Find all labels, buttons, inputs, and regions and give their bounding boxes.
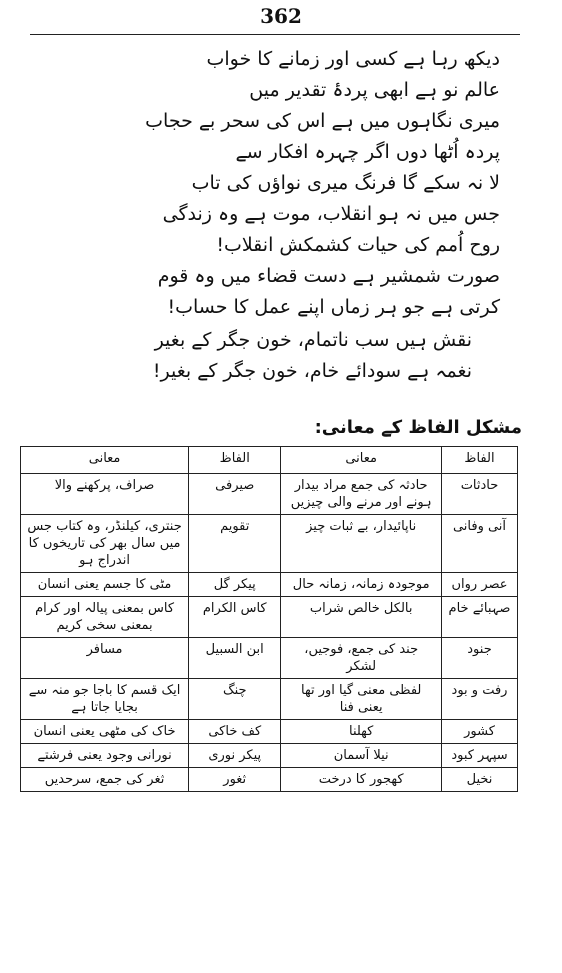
cell-meaning2: نورانی وجود یعنی فرشتے bbox=[21, 744, 189, 768]
poem-line: لا نہ سکے گا فرنگ میری نواؤں کی تاب bbox=[191, 172, 500, 194]
poem-line: روح اُمم کی حیات کشمکش انقلاب! bbox=[216, 234, 500, 256]
cell-meaning2: ثغر کی جمع، سرحدیں bbox=[21, 768, 189, 792]
cell-word2: پیکر گل bbox=[189, 573, 281, 597]
poem-line: عالم نو ہے ابھی پردۂ تقدیر میں bbox=[249, 79, 500, 101]
cell-meaning2: خاک کی مٹھی یعنی انسان bbox=[21, 720, 189, 744]
table-row bbox=[21, 597, 518, 638]
poem-line: میری نگاہوں میں ہے اس کی سحر بے حجاب bbox=[145, 110, 500, 132]
poem-line: نغمہ ہے سودائے خام، خون جگر کے بغیر! bbox=[152, 360, 472, 382]
cell-word2: چنگ bbox=[189, 679, 281, 720]
table-row bbox=[21, 474, 518, 515]
page-number: 362 bbox=[260, 4, 302, 28]
header-word: الفاظ bbox=[442, 447, 518, 474]
poem-line: کرتی ہے جو ہر زماں اپنے عمل کا حساب! bbox=[167, 296, 500, 318]
cell-word: عصر رواں bbox=[442, 573, 518, 597]
poem-line: نقش ہیں سب ناتمام، خون جگر کے بغیر bbox=[154, 329, 472, 351]
cell-meaning: بالکل خالص شراب bbox=[281, 597, 442, 638]
cell-word: آنی وفانی bbox=[442, 515, 518, 573]
header-word-2: الفاظ bbox=[189, 447, 281, 474]
poem-line: جس میں نہ ہو انقلاب، موت ہے وہ زندگی bbox=[162, 203, 500, 225]
cell-word2: ابن السبیل bbox=[189, 638, 281, 679]
cell-meaning2: جنتری، کیلنڈر، وہ کتاب جس میں سال بھر کی تاریخوں کا اندراج ہو bbox=[21, 515, 189, 573]
cell-word2: تقویم bbox=[189, 515, 281, 573]
cell-meaning2: صراف، پرکھنے والا bbox=[21, 474, 189, 515]
table-row bbox=[21, 638, 518, 679]
header-meaning-2: معانی bbox=[21, 447, 189, 474]
cell-meaning: کھلنا bbox=[281, 720, 442, 744]
cell-meaning: کھجور کا درخت bbox=[281, 768, 442, 792]
table-row bbox=[21, 573, 518, 597]
cell-meaning2: مسافر bbox=[21, 638, 189, 679]
poem-line: دیکھ رہا ہے کسی اور زمانے کا خواب bbox=[206, 48, 500, 70]
header-meaning: معانی bbox=[281, 447, 442, 474]
cell-meaning2: کاس بمعنی پیالہ اور کرام بمعنی سخی کریم bbox=[21, 597, 189, 638]
cell-word: جنود bbox=[442, 638, 518, 679]
table-row bbox=[21, 744, 518, 768]
cell-word2: کاس الکرام bbox=[189, 597, 281, 638]
cell-meaning2: مٹی کا جسم یعنی انسان bbox=[21, 573, 189, 597]
cell-word: رفت و بود bbox=[442, 679, 518, 720]
cell-word: صہبائے خام bbox=[442, 597, 518, 638]
table-row bbox=[21, 768, 518, 792]
cell-word: سپہر کبود bbox=[442, 744, 518, 768]
cell-word2: صیرفی bbox=[189, 474, 281, 515]
header-rule bbox=[30, 34, 520, 35]
poem-line: صورت شمشیر ہے دست قضاء میں وہ قوم bbox=[157, 265, 500, 287]
poem-line: پردہ اُٹھا دوں اگر چہرہ افکار سے bbox=[235, 141, 500, 163]
cell-word2: کف خاکی bbox=[189, 720, 281, 744]
cell-meaning: موجودہ زمانہ، زمانہ حال bbox=[281, 573, 442, 597]
cell-meaning: لفظی معنی گیا اور تھا یعنی فنا bbox=[281, 679, 442, 720]
cell-word: حادثات bbox=[442, 474, 518, 515]
cell-word2: پیکر نوری bbox=[189, 744, 281, 768]
table-row bbox=[21, 720, 518, 744]
table-row bbox=[21, 679, 518, 720]
cell-word2: ثغور bbox=[189, 768, 281, 792]
cell-meaning: جند کی جمع، فوجیں، لشکر bbox=[281, 638, 442, 679]
glossary-heading: مشکل الفاظ کے معانی: bbox=[314, 417, 522, 438]
cell-meaning: ناپائیدار، بے ثبات چیز bbox=[281, 515, 442, 573]
table-row bbox=[21, 515, 518, 573]
cell-meaning: حادثہ کی جمع مراد بیدار ہونے اور مرنے والی چیزیں bbox=[281, 474, 442, 515]
glossary-table bbox=[20, 446, 518, 792]
cell-word: نخیل bbox=[442, 768, 518, 792]
cell-meaning2: ایک قسم کا باجا جو منہ سے بجایا جاتا ہے bbox=[21, 679, 189, 720]
cell-meaning: نیلا آسمان bbox=[281, 744, 442, 768]
glossary-header-row bbox=[21, 447, 518, 474]
cell-word: کشور bbox=[442, 720, 518, 744]
